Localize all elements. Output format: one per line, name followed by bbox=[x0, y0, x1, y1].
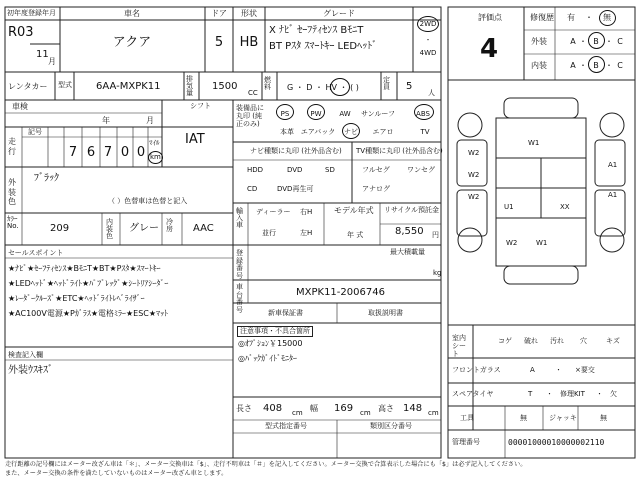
mileage-digit: 7 bbox=[68, 145, 78, 160]
import-lh: 左H bbox=[300, 229, 313, 237]
sales-points-label: セールスポイント bbox=[8, 249, 64, 257]
interior-color: グレー bbox=[129, 223, 159, 234]
interior-color-label: 内装色 bbox=[106, 218, 113, 240]
notes-label: 注意事項・不具合箇所 bbox=[237, 326, 313, 337]
inspection-label: 車検 bbox=[12, 102, 28, 111]
sales-line-1: ★ﾅﾋﾞ★ｾｰﾌﾃｨｾﾝｽ★BﾓﾆT★BT★Pｽﾀ★ｽﾏｰﾄｷｰ bbox=[8, 264, 161, 273]
exterior-label: 外装色 bbox=[8, 178, 16, 207]
drive-4wd: 4WD bbox=[419, 49, 437, 57]
height-label: 高さ bbox=[378, 404, 394, 413]
mgmt-label: 管理番号 bbox=[452, 438, 480, 446]
fuel-hv-circle bbox=[330, 78, 350, 96]
equipment-item: エアロ bbox=[372, 128, 394, 136]
fuel-options: G ・ D ・ HV ・ ( ) bbox=[287, 83, 359, 92]
note-1: ◎ｵﾌﾟｼｮﾝ￥15000 bbox=[238, 339, 303, 348]
tools-label: 工具 bbox=[460, 414, 474, 422]
capacity-unit: 人 bbox=[428, 89, 435, 97]
height: 148 bbox=[403, 403, 423, 414]
equipment-item: PS bbox=[280, 110, 290, 118]
spare-sep-1: ・ bbox=[546, 390, 553, 398]
spare-none: 欠 bbox=[610, 390, 617, 398]
repair-no-circle bbox=[599, 10, 616, 26]
mark-w2-left-front: W2 bbox=[468, 149, 480, 157]
height-unit: cm bbox=[428, 409, 439, 417]
equipment-item: PW bbox=[310, 110, 322, 118]
displacement-unit: CC bbox=[248, 89, 258, 97]
equipment-item: サンルーフ bbox=[360, 110, 396, 118]
grade-option: C bbox=[617, 61, 623, 70]
max-load-label: 最大積載量 bbox=[390, 248, 425, 256]
mark-u1: U1 bbox=[504, 203, 514, 211]
width-label: 幅 bbox=[310, 404, 318, 413]
inspector-note: 外装ｳｽｷｽﾞ bbox=[8, 365, 53, 376]
mileage-symbol-label: 記号 bbox=[28, 128, 42, 136]
grade-option: ・ bbox=[605, 37, 613, 46]
grade-option: ・ bbox=[579, 37, 587, 46]
grade-option: C bbox=[617, 37, 623, 46]
windshield-label: フロントガラス bbox=[452, 366, 501, 374]
equipment-item: 本革 bbox=[280, 128, 294, 136]
footer-line-1: 走行距離の記号欄にはメーター改ざん車は「＊」、メーター交換車は「$」、走行不明車は「＃」を記入してください。メーター交換で合算表示した場合にも「$」は必ず記入してください。 bbox=[5, 461, 527, 468]
sales-line-4: ★AC100V電源★Pｶﾞﾗｽ★電格ﾐﾗｰ★ESC★ﾏｯﾄ bbox=[8, 309, 169, 318]
navi-cd: CD bbox=[247, 185, 258, 193]
mark-a1-right-front: A1 bbox=[608, 161, 618, 169]
repair-no: 無 bbox=[603, 13, 611, 22]
doors-label: ドア bbox=[211, 9, 227, 18]
body-label: 形状 bbox=[241, 9, 257, 18]
use-type: レンタカー bbox=[8, 82, 48, 91]
mark-w1-front: W1 bbox=[528, 139, 540, 147]
interior-grade-label: 内装 bbox=[531, 61, 547, 70]
drive-sep: ・ bbox=[424, 36, 432, 44]
reg-month-unit: 月 bbox=[48, 57, 56, 66]
mark-w2-left-mid: W2 bbox=[468, 171, 480, 179]
windshield-a: A bbox=[530, 366, 535, 374]
navi-dvd-play: DVD再生可 bbox=[277, 185, 314, 193]
sales-line-2: ★LEDﾍｯﾄﾞ★ﾍｯﾄﾞﾗｲﾄ★ﾊﾟﾌﾞﾚｯｸﾞ★ｼｰﾄﾘｱｼｰﾀﾞｰ bbox=[8, 279, 169, 288]
car-diagram bbox=[457, 98, 625, 284]
mileage-digit: 6 bbox=[86, 145, 96, 160]
equipment-item: ABS bbox=[416, 110, 430, 118]
navi-hdd: HDD bbox=[247, 166, 264, 174]
type-cert-label: 型式指定番号 bbox=[265, 422, 307, 430]
model-year-unit: 年 式 bbox=[347, 231, 364, 239]
note-2: ◎ﾊﾞｯｸｶﾞｲﾄﾞﾓﾆﾀｰ bbox=[238, 354, 297, 363]
length-unit: cm bbox=[292, 409, 303, 417]
warranty-new: 新車保証書 bbox=[268, 309, 303, 317]
model-name-label: 車名 bbox=[124, 9, 140, 18]
recycle-amount: 8,550 bbox=[395, 226, 424, 237]
model-code: 6AA-MXPK11 bbox=[96, 81, 161, 92]
capacity: 5 bbox=[406, 81, 413, 92]
model-year-label: モデル年式 bbox=[334, 206, 374, 215]
reg-no-label: 登録番号 bbox=[236, 249, 243, 281]
equipment-selected-circle bbox=[342, 123, 360, 139]
repair-yes: 有 bbox=[567, 13, 575, 22]
mark-xx: XX bbox=[560, 203, 570, 211]
color-change-note: （ ）色替車は色替と記入 bbox=[108, 197, 188, 205]
reg-year: R03 bbox=[8, 25, 34, 40]
grade-line-1: X ﾅﾋﾞ ｾｰﾌﾃｨｾﾝｽ BﾓﾆT bbox=[269, 25, 364, 36]
grade-line-2: BT Pｽﾀ ｽﾏｰﾄｷｰ LEDﾍｯﾄﾞ bbox=[269, 41, 378, 52]
exterior-b-circle bbox=[588, 32, 605, 49]
mark-a1-right-rear: A1 bbox=[608, 191, 618, 199]
navi-dvd: DVD bbox=[287, 166, 303, 174]
tv-oneseg: ワンセグ bbox=[407, 166, 435, 174]
manual: 取扱説明書 bbox=[368, 309, 403, 317]
grade-option: A bbox=[570, 61, 576, 70]
repair-sep: ・ bbox=[585, 13, 593, 22]
seat-option: 穴 bbox=[580, 337, 587, 345]
grade-option: A bbox=[570, 37, 576, 46]
color-no-label: ｶﾗｰNo. bbox=[7, 215, 19, 230]
inspector-label: 検査記入欄 bbox=[8, 351, 43, 359]
spare-kit: 修理KIT bbox=[560, 390, 585, 398]
exterior-grade-label: 外装 bbox=[531, 37, 547, 46]
length: 408 bbox=[263, 403, 283, 414]
tv-analog: アナログ bbox=[362, 185, 390, 193]
repair-label: 修復歴 bbox=[530, 13, 554, 22]
import-parallel: 並行 bbox=[262, 229, 276, 237]
score-value: 4 bbox=[479, 34, 499, 64]
grade-option: ・ bbox=[605, 61, 613, 70]
recycle-label: リサイクル預託金 bbox=[384, 206, 440, 214]
shift-label: シフト bbox=[190, 102, 211, 110]
reg-month: 11 bbox=[36, 49, 49, 60]
footer-line-2: また、メーター交換の条件を満たしていないものはメーター改ざん車とします。 bbox=[5, 470, 228, 477]
first-reg-label: 初年度登録年月 bbox=[7, 9, 56, 17]
width: 169 bbox=[334, 403, 354, 414]
grade-option: B bbox=[593, 37, 599, 46]
import-dealer: ディーラー bbox=[256, 208, 291, 216]
chassis-label: 車台番号 bbox=[236, 283, 243, 315]
color-no: 209 bbox=[50, 223, 70, 234]
windshield-replace: ×要交 bbox=[575, 366, 595, 374]
displacement-label: 排気量 bbox=[186, 75, 193, 97]
mark-w2-left-rear: W2 bbox=[468, 193, 480, 201]
navi-header: ナビ種類に丸印 (社外品含む) bbox=[250, 147, 342, 155]
windshield-sep: ・ bbox=[555, 366, 562, 374]
mileage-digit: 0 bbox=[120, 145, 130, 160]
ac-label: 冷房 bbox=[166, 218, 173, 233]
spare-t: T bbox=[528, 390, 533, 398]
door-count: 5 bbox=[214, 35, 224, 50]
mark-w1-rear: W1 bbox=[536, 239, 548, 247]
import-rh: 右H bbox=[300, 208, 313, 216]
shift-value: IAT bbox=[185, 132, 205, 147]
inspection-month-label: 月 bbox=[146, 116, 154, 125]
interior-b-circle bbox=[588, 56, 605, 73]
max-load-unit: kg bbox=[433, 269, 442, 277]
seat-option: コゲ bbox=[498, 337, 512, 345]
equipment-selected-circle bbox=[307, 104, 325, 120]
mileage-unit: km bbox=[150, 153, 161, 161]
drive-2wd: 2WD bbox=[419, 20, 437, 28]
capacity-label: 定員 bbox=[383, 76, 390, 91]
fuel-label: 燃料 bbox=[264, 76, 271, 91]
equipment-selected-circle bbox=[276, 104, 294, 120]
seat-option: キズ bbox=[606, 337, 620, 345]
equipment-item: AW bbox=[339, 110, 351, 118]
equipment-item: TV bbox=[420, 128, 430, 136]
spare-label: スペアタイヤ bbox=[452, 390, 494, 398]
equipment-label: 装備品に丸印 (純正のみ) bbox=[236, 104, 264, 129]
tv-header: TV種類に丸印 (社外品含む) bbox=[356, 147, 443, 155]
score-label: 評価点 bbox=[478, 13, 502, 22]
navi-sd: SD bbox=[325, 166, 335, 174]
jack-value: 無 bbox=[600, 414, 607, 422]
length-label: 長さ bbox=[236, 404, 252, 413]
class-label: 類別区分番号 bbox=[370, 422, 412, 430]
mileage-label: 走行 bbox=[8, 137, 16, 156]
sales-line-3: ★ﾚｰﾀﾞｰｸﾙｰｽﾞ★ETC★ﾍｯﾄﾞﾗｲﾄﾚﾍﾞﾗｲｻﾞｰ bbox=[8, 294, 145, 303]
inspection-year-label: 年 bbox=[102, 116, 110, 125]
equipment-item: エアバック bbox=[300, 128, 336, 136]
chassis-no: MXPK11-2006746 bbox=[296, 287, 385, 298]
model-label: 型式 bbox=[58, 81, 72, 89]
tv-fullseg: フルセグ bbox=[362, 166, 390, 174]
grade-option: B bbox=[593, 61, 599, 70]
mileage-digit: 0 bbox=[136, 145, 146, 160]
width-unit: cm bbox=[360, 409, 371, 417]
mark-w2-rear: W2 bbox=[506, 239, 518, 247]
ac-value: AAC bbox=[193, 223, 214, 234]
recycle-unit: 円 bbox=[432, 231, 439, 239]
grade-option: ・ bbox=[579, 61, 587, 70]
equipment-selected-circle bbox=[414, 104, 434, 120]
seat-option: 汚れ bbox=[550, 337, 564, 345]
equipment-item: ナビ bbox=[344, 128, 358, 136]
seat-option: 破れ bbox=[524, 337, 538, 345]
jack-label: ジャッキ bbox=[549, 414, 577, 422]
mgmt-no: 00001000010000002110 bbox=[508, 438, 605, 447]
import-label: 輸入車 bbox=[236, 207, 243, 229]
tools-value: 無 bbox=[520, 414, 527, 422]
body-type: HB bbox=[239, 35, 259, 50]
displacement: 1500 bbox=[212, 81, 238, 92]
spare-sep-2: ・ bbox=[596, 390, 603, 398]
mileage-unit-mile: ﾏｲﾙ bbox=[149, 139, 160, 147]
model-name: アクア bbox=[112, 35, 152, 50]
exterior-color: ﾌﾞﾗｯｸ bbox=[34, 173, 59, 184]
seat-label: 室内シート bbox=[452, 334, 466, 359]
grade-label: グレード bbox=[323, 9, 355, 18]
mileage-digit: 7 bbox=[103, 145, 113, 160]
